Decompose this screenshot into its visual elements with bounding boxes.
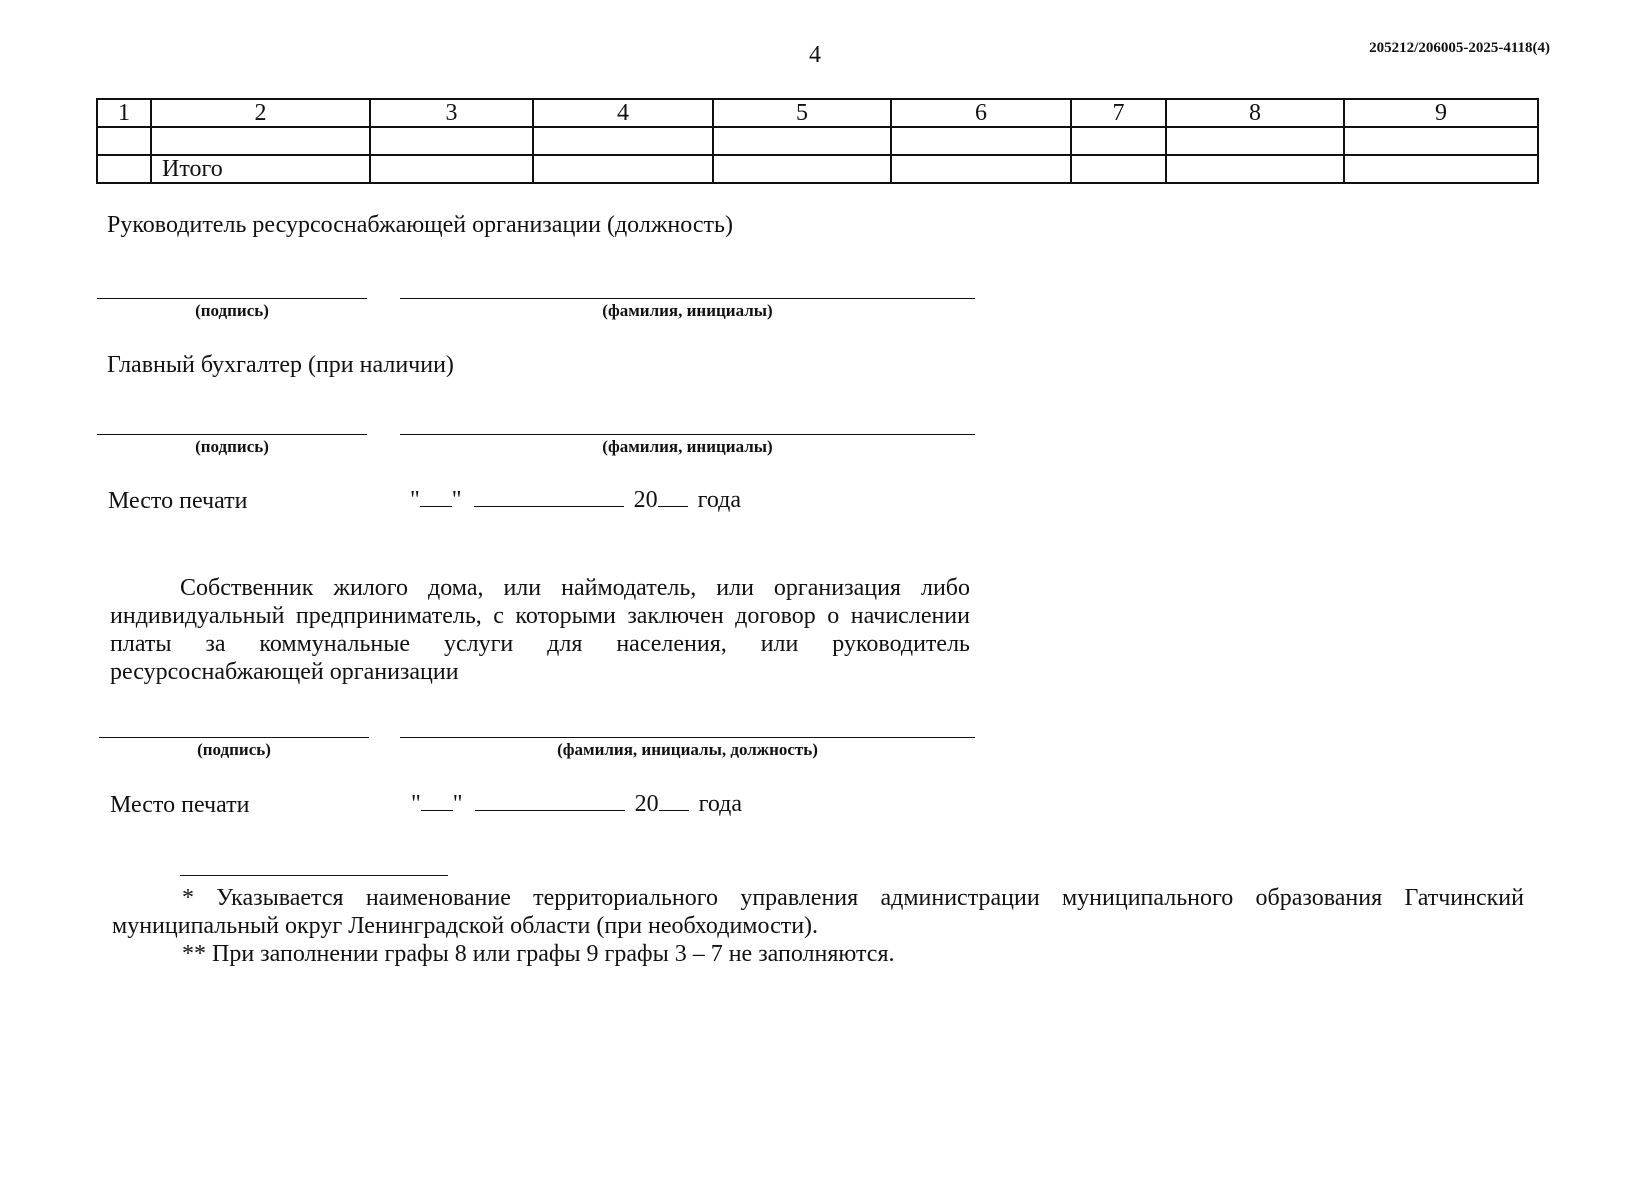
- date-year-word: года: [698, 791, 743, 817]
- table-cell: [1344, 127, 1538, 155]
- year-blank: [659, 790, 689, 811]
- table-cell: [370, 127, 533, 155]
- date-field-2: [411, 790, 742, 818]
- date-century: 20: [633, 487, 658, 513]
- table-cell: [713, 155, 891, 183]
- date-quote-open: ": [410, 487, 420, 513]
- accountant-signature-caption: (подпись): [195, 437, 269, 456]
- document-id: 205212/206005-2025-4118(4): [1369, 40, 1550, 56]
- head-title: Руководитель ресурсоснабжающей организации (должность): [107, 212, 733, 238]
- table-total-row: [97, 155, 1538, 183]
- owner-signature-caption: (подпись): [197, 740, 271, 759]
- table-cell: [370, 155, 533, 183]
- year-blank: [658, 486, 688, 507]
- page-number: 4: [809, 42, 821, 68]
- month-blank: [474, 486, 624, 507]
- date-quote-close: ": [451, 487, 462, 513]
- date-quote-close: ": [452, 791, 463, 817]
- column-number-4: 4: [533, 99, 713, 127]
- column-number-1: 1: [97, 99, 151, 127]
- table-empty-row: [97, 127, 1538, 155]
- owner-name-line: [400, 737, 975, 738]
- column-number-9: 9: [1344, 99, 1538, 127]
- table-cell: [1166, 155, 1344, 183]
- column-number-3: 3: [370, 99, 533, 127]
- table-cell: [533, 127, 713, 155]
- accountant-signature-line: [97, 434, 367, 435]
- owner-name-position-caption: (фамилия, инициалы, должность): [557, 740, 818, 759]
- footnote-1: * Указывается наименование территориального управления администрации муниципального образования Гатчинский муниципальный округ Ленинградской области (при необходимости).: [112, 885, 1524, 939]
- head-signature-caption: (подпись): [195, 301, 269, 320]
- total-label: Итого: [151, 155, 370, 183]
- table-cell: [151, 127, 370, 155]
- date-field-1: [410, 486, 741, 514]
- head-signature-line: [97, 298, 367, 299]
- table-cell: [97, 155, 151, 183]
- table-cell: [891, 155, 1071, 183]
- column-number-7: 7: [1071, 99, 1166, 127]
- summary-table: [96, 98, 1539, 184]
- day-blank: [421, 790, 453, 811]
- head-name-line: [400, 298, 975, 299]
- table-cell: [891, 127, 1071, 155]
- accountant-title: Главный бухгалтер (при наличии): [107, 352, 454, 378]
- stamp-label-1: Место печати: [108, 488, 248, 514]
- date-year-word: года: [697, 487, 742, 513]
- date-quote-open: ": [411, 791, 421, 817]
- column-number-2: 2: [151, 99, 370, 127]
- accountant-name-line: [400, 434, 975, 435]
- date-century: 20: [634, 791, 659, 817]
- column-number-8: 8: [1166, 99, 1344, 127]
- table-cell: [713, 127, 891, 155]
- table-cell: [97, 127, 151, 155]
- head-name-caption: (фамилия, инициалы): [602, 301, 773, 320]
- owner-paragraph: Собственник жилого дома, или наймодатель, или организация либо индивидуальный предприниматель, с которыми заключен договор о начислении платы за коммунальные услуги для населения, или руководитель ресурсоснабжающей организации: [110, 575, 970, 685]
- day-blank: [420, 486, 452, 507]
- table-header-row: [97, 99, 1538, 127]
- table-cell: [1166, 127, 1344, 155]
- table-cell: [533, 155, 713, 183]
- table-cell: [1344, 155, 1538, 183]
- stamp-label-2: Место печати: [110, 792, 250, 818]
- footnote-separator: [180, 875, 448, 876]
- column-number-5: 5: [713, 99, 891, 127]
- month-blank: [475, 790, 625, 811]
- accountant-name-caption: (фамилия, инициалы): [602, 437, 773, 456]
- owner-signature-line: [99, 737, 369, 738]
- footnote-2: ** При заполнении графы 8 или графы 9 графы 3 – 7 не заполняются.: [182, 941, 895, 967]
- table-cell: [1071, 155, 1166, 183]
- table-cell: [1071, 127, 1166, 155]
- column-number-6: 6: [891, 99, 1071, 127]
